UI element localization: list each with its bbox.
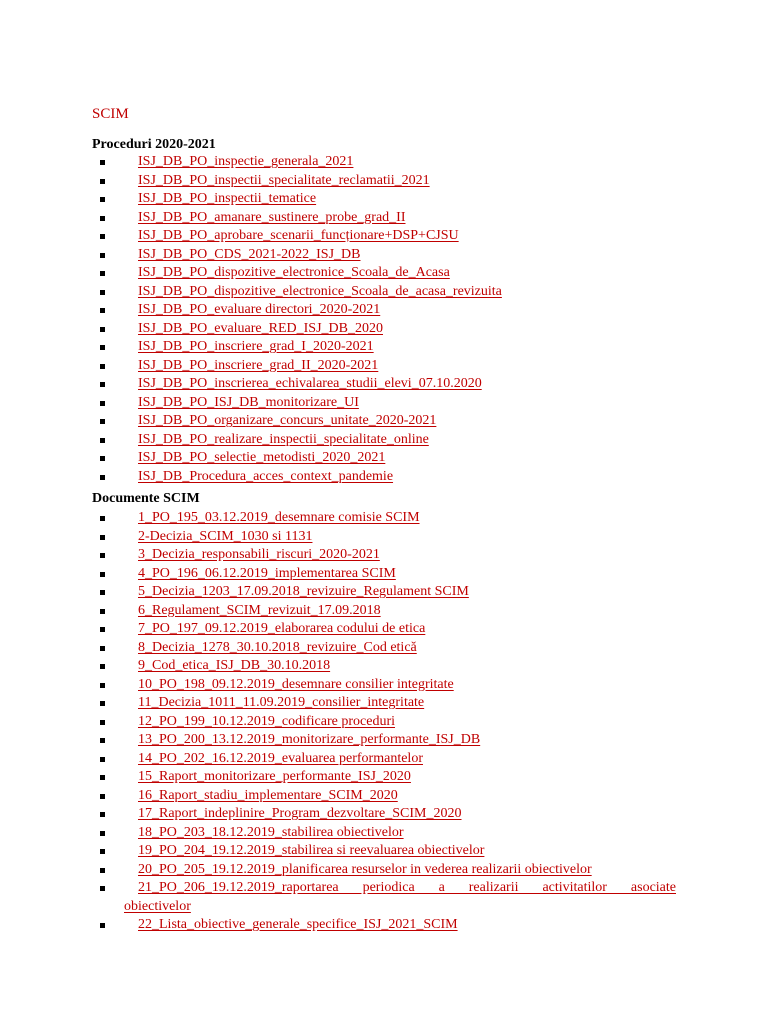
document-link[interactable]: ISJ_DB_PO_inspectii_specialitate_reclamatii_2021 bbox=[138, 172, 430, 188]
document-link[interactable]: 10_PO_198_09.12.2019_desemnare consilier integritate bbox=[138, 676, 454, 692]
bullet-icon bbox=[100, 775, 105, 780]
document-link[interactable]: 13_PO_200_13.12.2019_monitorizare_performante_ISJ_DB bbox=[138, 732, 481, 747]
document-link[interactable]: ISJ_DB_PO_dispozitive_electronice_Scoala_de_Acasa bbox=[138, 265, 450, 280]
bullet-icon bbox=[100, 868, 105, 873]
bullet-icon bbox=[100, 179, 105, 184]
list-item bbox=[0, 861, 768, 880]
bullet-icon bbox=[100, 253, 105, 258]
bullet-icon bbox=[100, 794, 105, 799]
list-item bbox=[0, 694, 768, 713]
document-link[interactable]: ISJ_DB_PO_selectie_metodisti_2020_2021 bbox=[138, 450, 386, 465]
list-item bbox=[0, 916, 768, 935]
section-heading-proceduri: Proceduri 2020-2021 bbox=[92, 137, 216, 152]
document-link[interactable]: 9_Cod_etica_ISJ_DB_30.10.2018 bbox=[138, 658, 331, 673]
document-link[interactable]: ISJ_DB_PO_inscriere_grad_I_2020-2021 bbox=[138, 339, 374, 354]
document-link[interactable]: ISJ_DB_PO_evaluare_RED_ISJ_DB_2020 bbox=[138, 320, 383, 336]
bullet-icon bbox=[100, 290, 105, 295]
bullet-icon bbox=[100, 516, 105, 521]
list-item bbox=[0, 842, 768, 861]
document-link[interactable]: ISJ_DB_PO_CDS_2021-2022_ISJ_DB bbox=[138, 246, 361, 262]
bullet-icon bbox=[100, 572, 105, 577]
bullet-icon bbox=[100, 475, 105, 480]
list-item bbox=[0, 805, 768, 824]
document-link[interactable]: 18_PO_203_18.12.2019_stabilirea obiectivelor bbox=[138, 824, 404, 840]
list-item bbox=[0, 338, 768, 357]
bullet-icon bbox=[100, 683, 105, 688]
document-link[interactable]: 19_PO_204_19.12.2019_stabilirea si reevaluarea obiectivelor bbox=[138, 843, 485, 858]
document-link[interactable]: 7_PO_197_09.12.2019_elaborarea codului de etica bbox=[138, 621, 426, 636]
page-title: SCIM bbox=[92, 106, 129, 122]
documente-list bbox=[0, 509, 768, 935]
list-item bbox=[0, 731, 768, 750]
bullet-icon bbox=[100, 345, 105, 350]
bullet-icon bbox=[100, 197, 105, 202]
list-item bbox=[0, 283, 768, 302]
bullet-icon bbox=[100, 364, 105, 369]
list-item bbox=[0, 750, 768, 769]
list-item bbox=[0, 657, 768, 676]
document-link[interactable]: 20_PO_205_19.12.2019_planificarea resurselor in vederea realizarii obiectivelor bbox=[138, 861, 592, 877]
bullet-icon bbox=[100, 271, 105, 276]
list-item bbox=[0, 153, 768, 172]
document-link[interactable]: ISJ_DB_PO_inspectie_generala_2021 bbox=[138, 154, 354, 169]
bullet-icon bbox=[100, 234, 105, 239]
list-item bbox=[0, 676, 768, 695]
list-item bbox=[0, 172, 768, 191]
document-link[interactable]: 3_Decizia_responsabili_riscuri_2020-2021 bbox=[138, 547, 380, 562]
document-link[interactable]: ISJ_DB_PO_ISJ_DB_monitorizare_UI bbox=[138, 394, 359, 410]
list-item bbox=[0, 824, 768, 843]
document-link[interactable]: 6_Regulament_SCIM_revizuit_17.09.2018 bbox=[138, 602, 381, 618]
list-item bbox=[0, 468, 768, 487]
list-item bbox=[0, 583, 768, 602]
bullet-icon bbox=[100, 419, 105, 424]
list-item bbox=[0, 246, 768, 265]
list-item bbox=[0, 620, 768, 639]
bullet-icon bbox=[100, 701, 105, 706]
bullet-icon bbox=[100, 923, 105, 928]
list-item bbox=[0, 412, 768, 431]
bullet-icon bbox=[100, 627, 105, 632]
bullet-icon bbox=[100, 535, 105, 540]
list-item bbox=[0, 879, 768, 916]
list-item bbox=[0, 546, 768, 565]
document-link[interactable]: 2-Decizia_SCIM_1030 si 1131 bbox=[138, 528, 313, 544]
list-item bbox=[0, 190, 768, 209]
list-item bbox=[0, 209, 768, 228]
document-link[interactable]: 12_PO_199_10.12.2019_codificare proceduri bbox=[138, 713, 395, 729]
document-link[interactable]: 8_Decizia_1278_30.10.2018_revizuire_Cod etică bbox=[138, 639, 417, 655]
bullet-icon bbox=[100, 327, 105, 332]
bullet-icon bbox=[100, 646, 105, 651]
document-link[interactable]: 16_Raport_stadiu_implementare_SCIM_2020 bbox=[138, 787, 398, 803]
bullet-icon bbox=[100, 720, 105, 725]
bullet-icon bbox=[100, 160, 105, 165]
bullet-icon bbox=[100, 886, 105, 891]
bullet-icon bbox=[100, 456, 105, 461]
document-link[interactable]: ISJ_DB_Procedura_acces_context_pandemie bbox=[138, 468, 394, 484]
bullet-icon bbox=[100, 401, 105, 406]
list-item bbox=[0, 565, 768, 584]
document-link[interactable]: ISJ_DB_PO_amanare_sustinere_probe_grad_II bbox=[138, 209, 406, 225]
bullet-icon bbox=[100, 590, 105, 595]
document-link[interactable]: ISJ_DB_PO_inscrierea_echivalarea_studii_elevi_07.10.2020 bbox=[138, 376, 482, 391]
list-item bbox=[0, 528, 768, 547]
document-link[interactable]: ISJ_DB_PO_realizare_inspectii_specialitate_online bbox=[138, 431, 429, 447]
section-heading-documente: Documente SCIM bbox=[92, 491, 200, 506]
document-link[interactable]: 22_Lista_obiective_generale_specifice_ISJ_2021_SCIM bbox=[138, 917, 458, 932]
bullet-icon bbox=[100, 757, 105, 762]
list-item bbox=[0, 227, 768, 246]
list-item bbox=[0, 787, 768, 806]
document-link[interactable]: 17_Raport_indeplinire_Program_dezvoltare_SCIM_2020 bbox=[138, 806, 462, 821]
bullet-icon bbox=[100, 438, 105, 443]
list-item bbox=[0, 713, 768, 732]
bullet-icon bbox=[100, 849, 105, 854]
document-link[interactable]: 21_PO_206_19.12.2019_raportarea periodica a realizarii activitatilor asociate bbox=[138, 880, 676, 895]
bullet-icon bbox=[100, 831, 105, 836]
list-item bbox=[0, 394, 768, 413]
document-link[interactable]: ISJ_DB_PO_organizare_concurs_unitate_2020-2021 bbox=[138, 413, 437, 428]
list-item bbox=[0, 768, 768, 787]
list-item bbox=[0, 320, 768, 339]
list-item bbox=[0, 375, 768, 394]
document-link[interactable]: 1_PO_195_03.12.2019_desemnare comisie SCIM bbox=[138, 510, 420, 525]
list-item bbox=[0, 264, 768, 283]
document-link[interactable]: ISJ_DB_PO_evaluare directori_2020-2021 bbox=[138, 302, 381, 317]
list-item bbox=[0, 449, 768, 468]
bullet-icon bbox=[100, 609, 105, 614]
document-link[interactable]: ISJ_DB_PO_inspectii_tematice bbox=[138, 191, 317, 206]
document-link[interactable]: 4_PO_196_06.12.2019_implementarea SCIM bbox=[138, 565, 396, 581]
list-item bbox=[0, 301, 768, 320]
bullet-icon bbox=[100, 738, 105, 743]
bullet-icon bbox=[100, 382, 105, 387]
list-item bbox=[0, 509, 768, 528]
bullet-icon bbox=[100, 812, 105, 817]
bullet-icon bbox=[100, 553, 105, 558]
document-link[interactable]: 5_Decizia_1203_17.09.2018_revizuire_Regulament SCIM bbox=[138, 584, 469, 599]
proceduri-list bbox=[0, 153, 768, 486]
document-link[interactable]: ISJ_DB_PO_aprobare_scenarii_funcționare+DSP+CJSU bbox=[138, 228, 459, 243]
document-link[interactable]: 11_Decizia_1011_11.09.2019_consilier_integritate bbox=[138, 695, 425, 710]
bullet-icon bbox=[100, 664, 105, 669]
document-link[interactable]: 14_PO_202_16.12.2019_evaluarea performantelor bbox=[138, 750, 423, 766]
list-item bbox=[0, 357, 768, 376]
list-item bbox=[0, 431, 768, 450]
bullet-icon bbox=[100, 216, 105, 221]
bullet-icon bbox=[100, 308, 105, 313]
list-item bbox=[0, 602, 768, 621]
list-item bbox=[0, 639, 768, 658]
document-link[interactable]: 15_Raport_monitorizare_performante_ISJ_2020 bbox=[138, 769, 411, 784]
document-link[interactable]: ISJ_DB_PO_dispozitive_electronice_Scoala_de_acasa_revizuita bbox=[138, 283, 502, 299]
document-link-continuation[interactable]: obiectivelor bbox=[124, 898, 191, 914]
document-link[interactable]: ISJ_DB_PO_inscriere_grad_II_2020-2021 bbox=[138, 357, 379, 373]
